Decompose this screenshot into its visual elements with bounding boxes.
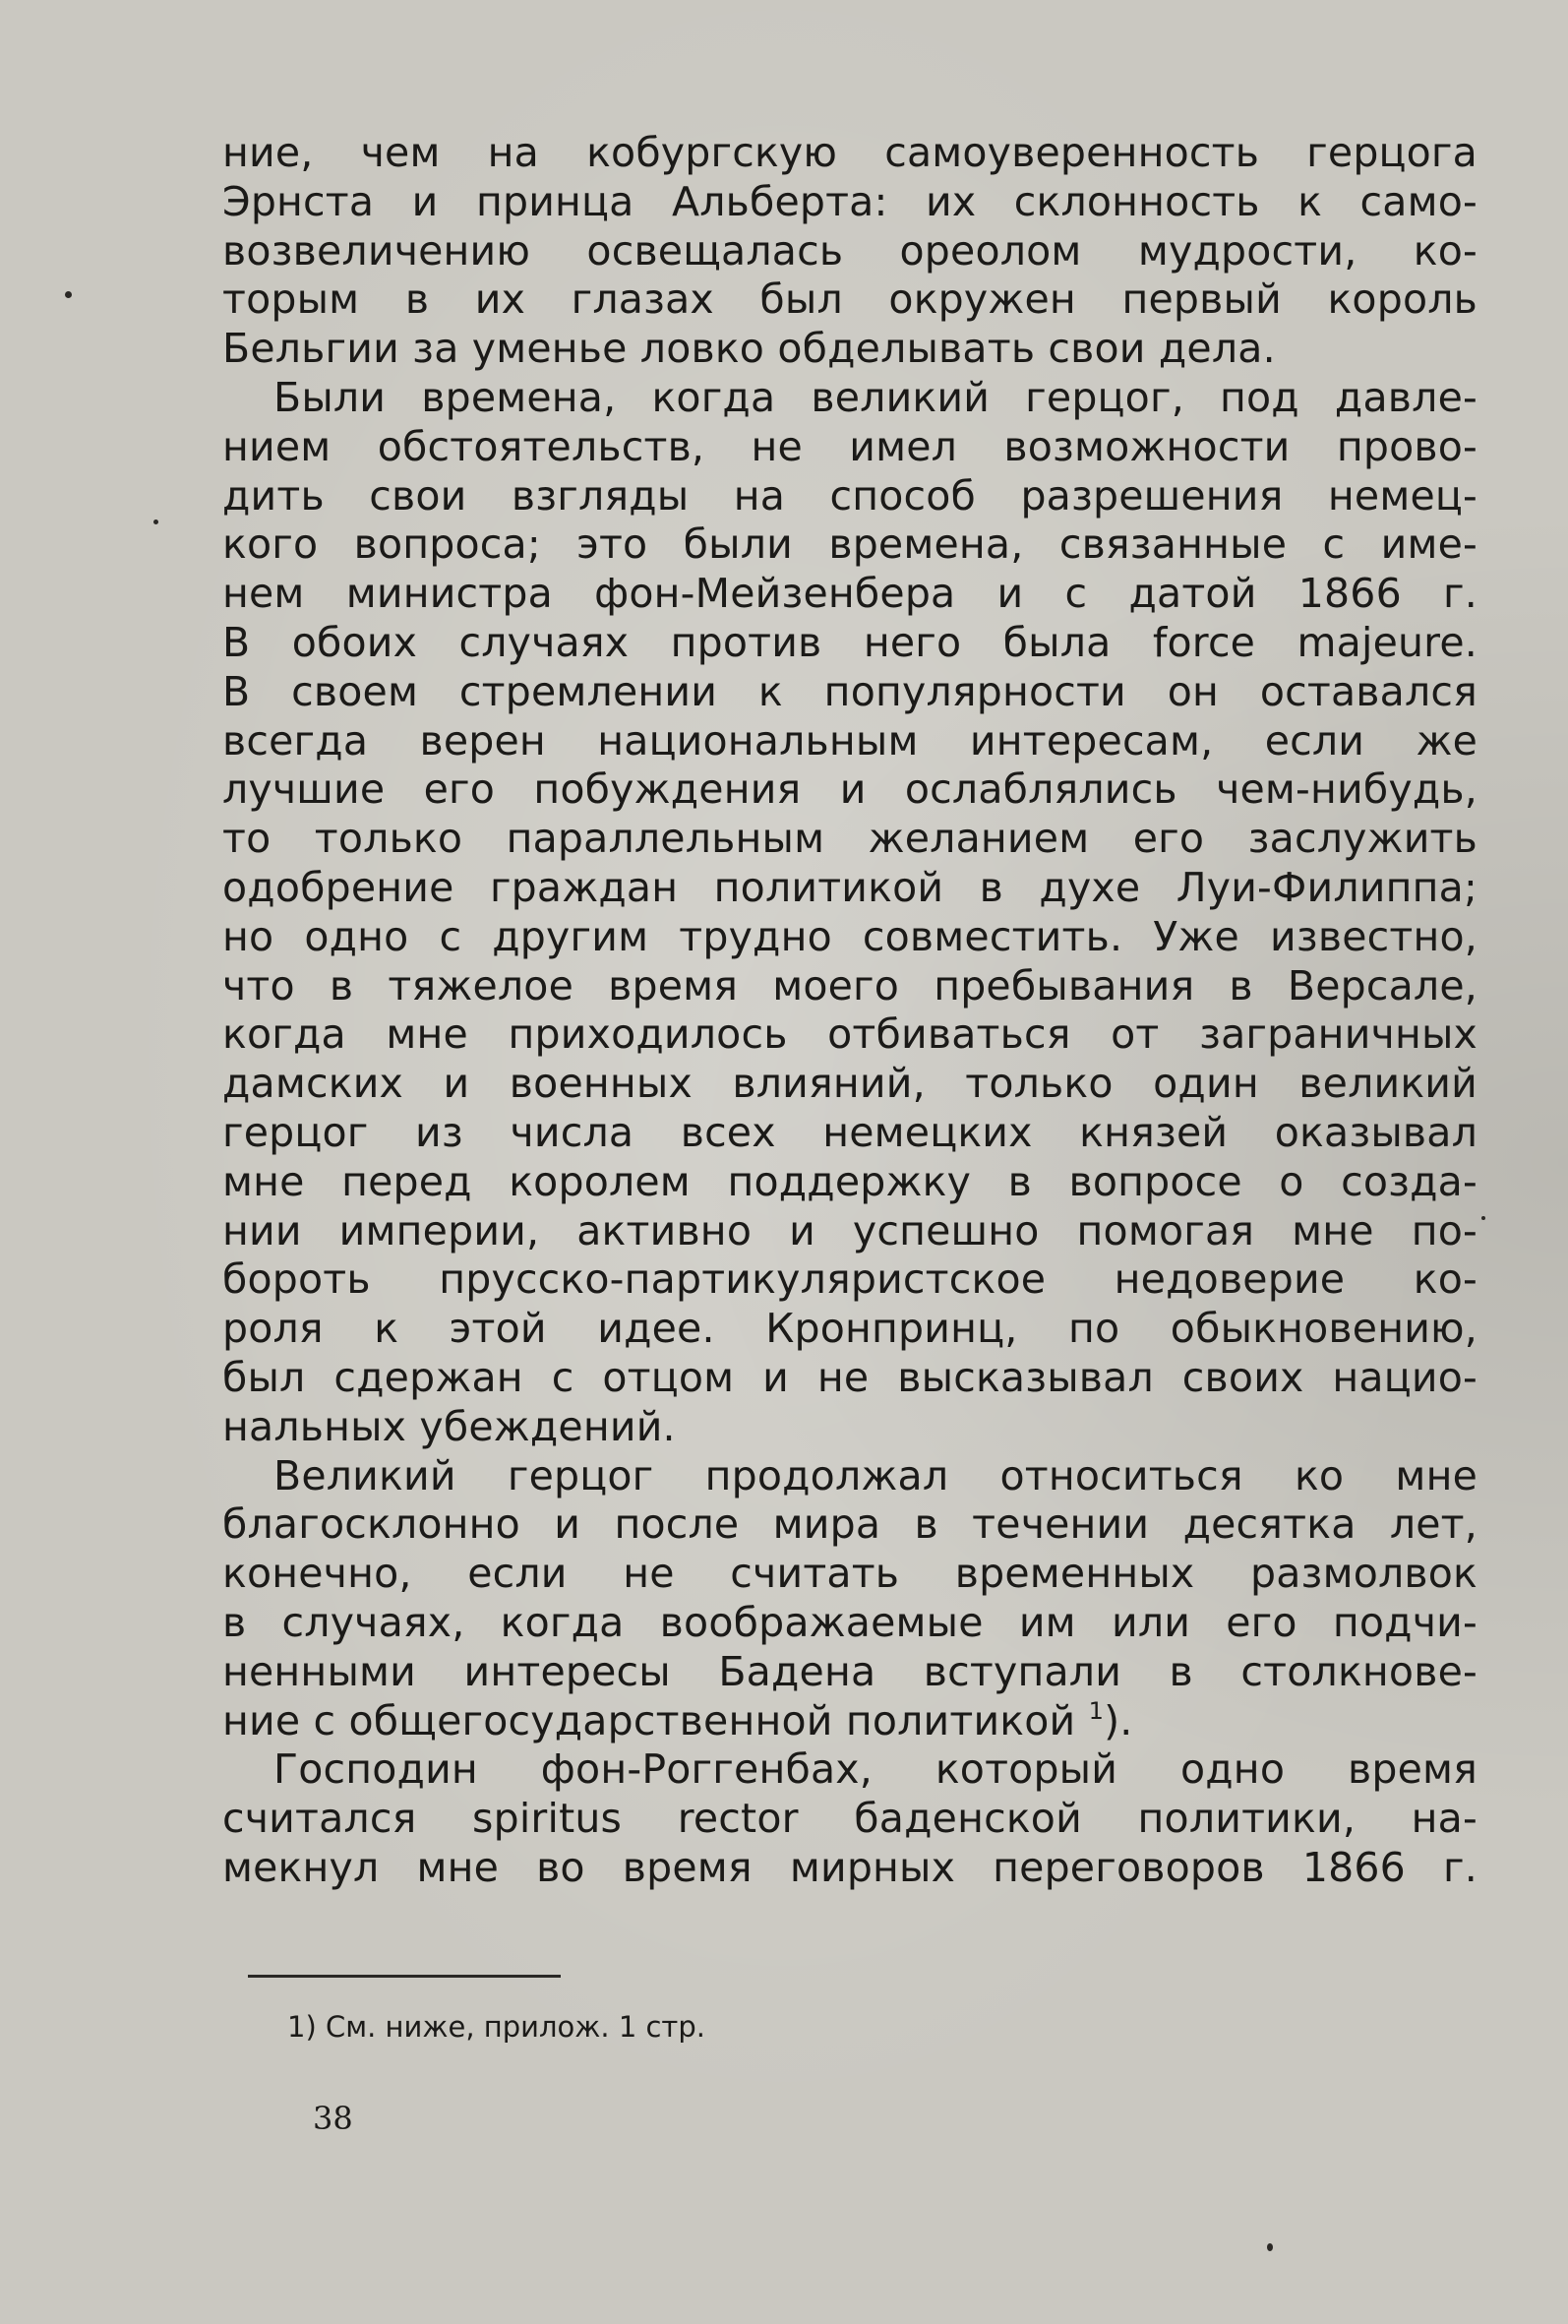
text-line: был сдержан с отцом и не высказывал своих нацио-: [222, 1353, 1478, 1401]
text-line: конечно, если не считать временных размолвок: [222, 1550, 1478, 1598]
print-speck: [1267, 2243, 1273, 2251]
footnote-divider: [248, 1975, 561, 1978]
text-line: мекнул мне во время мирных переговоров 1866 г.: [222, 1843, 1478, 1891]
page-number: 38: [313, 2100, 353, 2137]
body-text: [222, 129, 1478, 1893]
text-line: мне перед королем поддержку в вопросе о созда-: [222, 1157, 1478, 1205]
text-line: нии империи, активно и успешно помогая мне по-: [222, 1206, 1478, 1254]
text-line: Великий герцог продолжал относиться ко мне: [273, 1451, 1478, 1499]
text-line: то только параллельным желанием его заслужить: [222, 815, 1478, 863]
text-line: бороть прусско-партикуляристское недоверие ко-: [222, 1255, 1478, 1304]
footnote: [287, 2009, 705, 2045]
text-line: герцог из числа всех немецких князей оказывал: [222, 1108, 1478, 1156]
text-line: считался spiritus rector баденской политики, на-: [222, 1795, 1478, 1843]
text-line-text: ние с общегосударственной политикой: [222, 1696, 1076, 1744]
text-line: в случаях, когда воображаемые им или его подчи-: [222, 1598, 1478, 1646]
text-line: одобрение граждан политикой в духе Луи-Филиппа;: [222, 863, 1478, 911]
text-line: В своем стремлении к популярности он оставался: [222, 667, 1478, 715]
text-line: дамских и военных влияний, только один великий: [222, 1060, 1478, 1108]
footnote-marker: 1): [287, 2010, 317, 2044]
text-line: Эрнста и принца Альберта: их склонность к само-: [222, 177, 1478, 225]
text-line: ние, чем на кобургскую самоуверенность герцога: [222, 129, 1478, 176]
text-line: нем министра фон-Мейзенбера и с датой 1866 г.: [222, 570, 1478, 618]
text-line-with-footnote: [222, 1697, 1478, 1746]
text-line: что в тяжелое время моего пребывания в Версале,: [222, 961, 1478, 1009]
text-line: торым в их глазах был окружен первый король: [222, 275, 1478, 324]
footnote-reference-suffix: ).: [1104, 1696, 1133, 1744]
text-line: дить свои взгляды на способ разрешения немец-: [222, 471, 1478, 520]
text-line: когда мне приходилось отбиваться от заграничных: [222, 1010, 1478, 1059]
text-line: благосклонно и после мира в течении десятка лет,: [222, 1500, 1478, 1549]
text-line: возвеличению освещалась ореолом мудрости, ко-: [222, 226, 1478, 275]
text-line: нальных убеждений.: [222, 1402, 676, 1450]
text-line: кого вопроса; это были времена, связанные с име-: [222, 520, 1478, 569]
print-speck: [65, 291, 72, 298]
text-line: В обоих случаях против него была force majeure.: [222, 618, 1478, 666]
text-line: всегда верен национальным интересам, если же: [222, 716, 1478, 764]
print-speck: [153, 520, 158, 524]
text-line: Бельгии за уменье ловко обделывать свои дела.: [222, 325, 1276, 373]
text-line: роля к этой идее. Кронпринц, по обыкновению,: [222, 1305, 1478, 1353]
text-line: Господин фон-Роггенбах, который одно время: [273, 1745, 1478, 1794]
text-line: Были времена, когда великий герцог, под давле-: [273, 373, 1478, 421]
text-line: нием обстоятельств, не имел возможности прово-: [222, 422, 1478, 470]
text-line: но одно с другим трудно совместить. Уже известно,: [222, 912, 1478, 960]
print-speck: [1481, 1216, 1485, 1220]
text-line: ненными интересы Бадена вступали в столкнове-: [222, 1647, 1478, 1695]
text-line: лучшие его побуждения и ослаблялись чем-нибудь,: [222, 765, 1478, 814]
footnote-text: См. ниже, прилож. 1 стр.: [325, 2010, 705, 2044]
footnote-reference: 1: [1088, 1696, 1105, 1725]
